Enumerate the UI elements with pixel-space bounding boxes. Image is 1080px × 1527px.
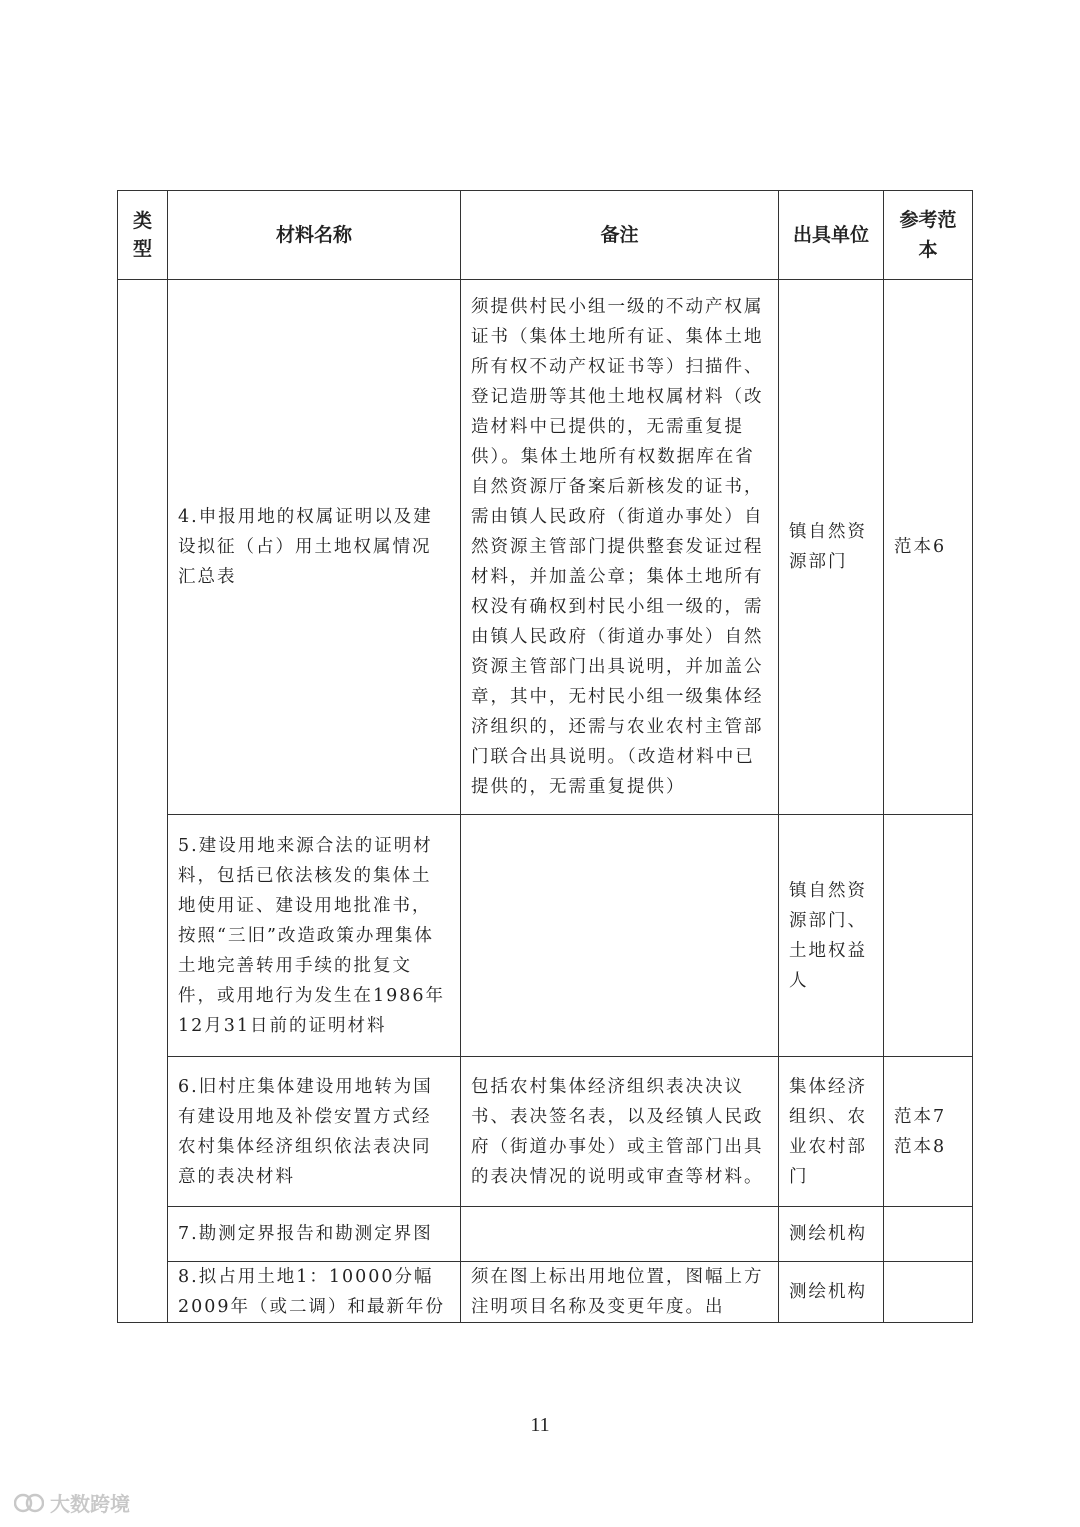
header-type-line2: 型 (132, 238, 152, 260)
table-row (118, 1057, 973, 1207)
material-text: 5.建设用地来源合法的证明材料，包括已依法核发的集体土地使用证、建设用地批准书，按照“三旧”改造政策办理集体土地完善转用手续的批复文件，或用地行为发生在1986年12月31日前的证明材料 (178, 835, 446, 1036)
remark-cell (461, 1057, 779, 1207)
material-cell (168, 280, 461, 815)
issuer-text: 测绘机构 (789, 1282, 867, 1302)
material-cell (168, 1262, 461, 1323)
logo-icon (14, 1491, 44, 1515)
remark-cell (461, 1262, 779, 1323)
header-remark: 备注 (461, 191, 779, 280)
material-cell (168, 815, 461, 1057)
ref-cell (884, 815, 973, 1057)
ref-cell (884, 1207, 973, 1262)
issuer-text: 测绘机构 (789, 1224, 867, 1244)
materials-table (117, 190, 973, 1323)
issuer-cell (779, 815, 884, 1057)
header-ref-line2: 本 (918, 239, 938, 261)
issuer-text: 镇自然资源部门 (789, 522, 867, 572)
ref-text: 范本6 (894, 537, 947, 557)
remark-cell (461, 1207, 779, 1262)
remark-text: 须提供村民小组一级的不动产权属证书（集体土地所有证、集体土地所有权不动产权证书等）扫描件、登记造册等其他土地权属材料（改造材料中已提供的，无需重复提供）。集体土地所有权数据库在省自然资源厅备案后新核发的证书，需由镇人民政府（街道办事处）自然资源主管部门提供整套发证过程材料，并加盖公章；集体土地所有权没有确权到村民小组一级的，需由镇人民政府（街道办事处）自然资源主管部门出具说明，并加盖公章，其中，无村民小组一级集体经济组织的，还需与农业农村主管部门联合出具说明。（改造材料中已提供的，无需重复提供） (471, 297, 764, 797)
remark-cell (461, 815, 779, 1057)
ref-cell (884, 280, 973, 815)
table-header-row (118, 191, 973, 280)
ref-text-line1: 范本7 (894, 1106, 947, 1127)
header-type-line1: 类 (132, 210, 152, 232)
ref-cell (884, 1057, 973, 1207)
header-ref (884, 191, 973, 280)
remark-text: 须在图上标出用地位置，图幅上方注明项目名称及变更年度。出 (471, 1267, 764, 1317)
header-issuer: 出具单位 (779, 191, 884, 280)
watermark (14, 1488, 130, 1517)
issuer-cell (779, 1207, 884, 1262)
page-number: 11 (530, 1414, 550, 1436)
type-cell (118, 280, 168, 1323)
issuer-cell (779, 1262, 884, 1323)
table-row (118, 280, 973, 815)
header-ref-line1: 参考范 (899, 209, 957, 231)
issuer-cell (779, 280, 884, 815)
watermark-text: 大数跨境 (50, 1492, 130, 1516)
issuer-cell (779, 1057, 884, 1207)
header-type (118, 191, 168, 280)
table-row (118, 1262, 973, 1323)
material-cell (168, 1057, 461, 1207)
issuer-text: 集体经济组织、农业农村部门 (789, 1076, 867, 1187)
material-text: 6.旧村庄集体建设用地转为国有建设用地及补偿安置方式经农村集体经济组织依法表决同意的表决材料 (178, 1076, 433, 1187)
material-text: 4.申报用地的权属证明以及建设拟征（占）用土地权属情况汇总表 (178, 507, 433, 587)
ref-text-line2: 范本8 (894, 1136, 947, 1157)
remark-text: 包括农村集体经济组织表决决议书、表决签名表，以及经镇人民政府（街道办事处）或主管部门出具的表决情况的说明或审查等材料。 (471, 1076, 764, 1187)
table-row (118, 815, 973, 1057)
material-text: 7.勘测定界报告和勘测定界图 (178, 1224, 433, 1244)
remark-cell (461, 280, 779, 815)
header-material: 材料名称 (168, 191, 461, 280)
issuer-text: 镇自然资源部门、土地权益人 (789, 880, 867, 991)
material-text: 8.拟占用土地1：10000分幅2009年（或二调）和最新年份 (178, 1267, 446, 1317)
ref-cell (884, 1262, 973, 1323)
table-row (118, 1207, 973, 1262)
material-cell (168, 1207, 461, 1262)
